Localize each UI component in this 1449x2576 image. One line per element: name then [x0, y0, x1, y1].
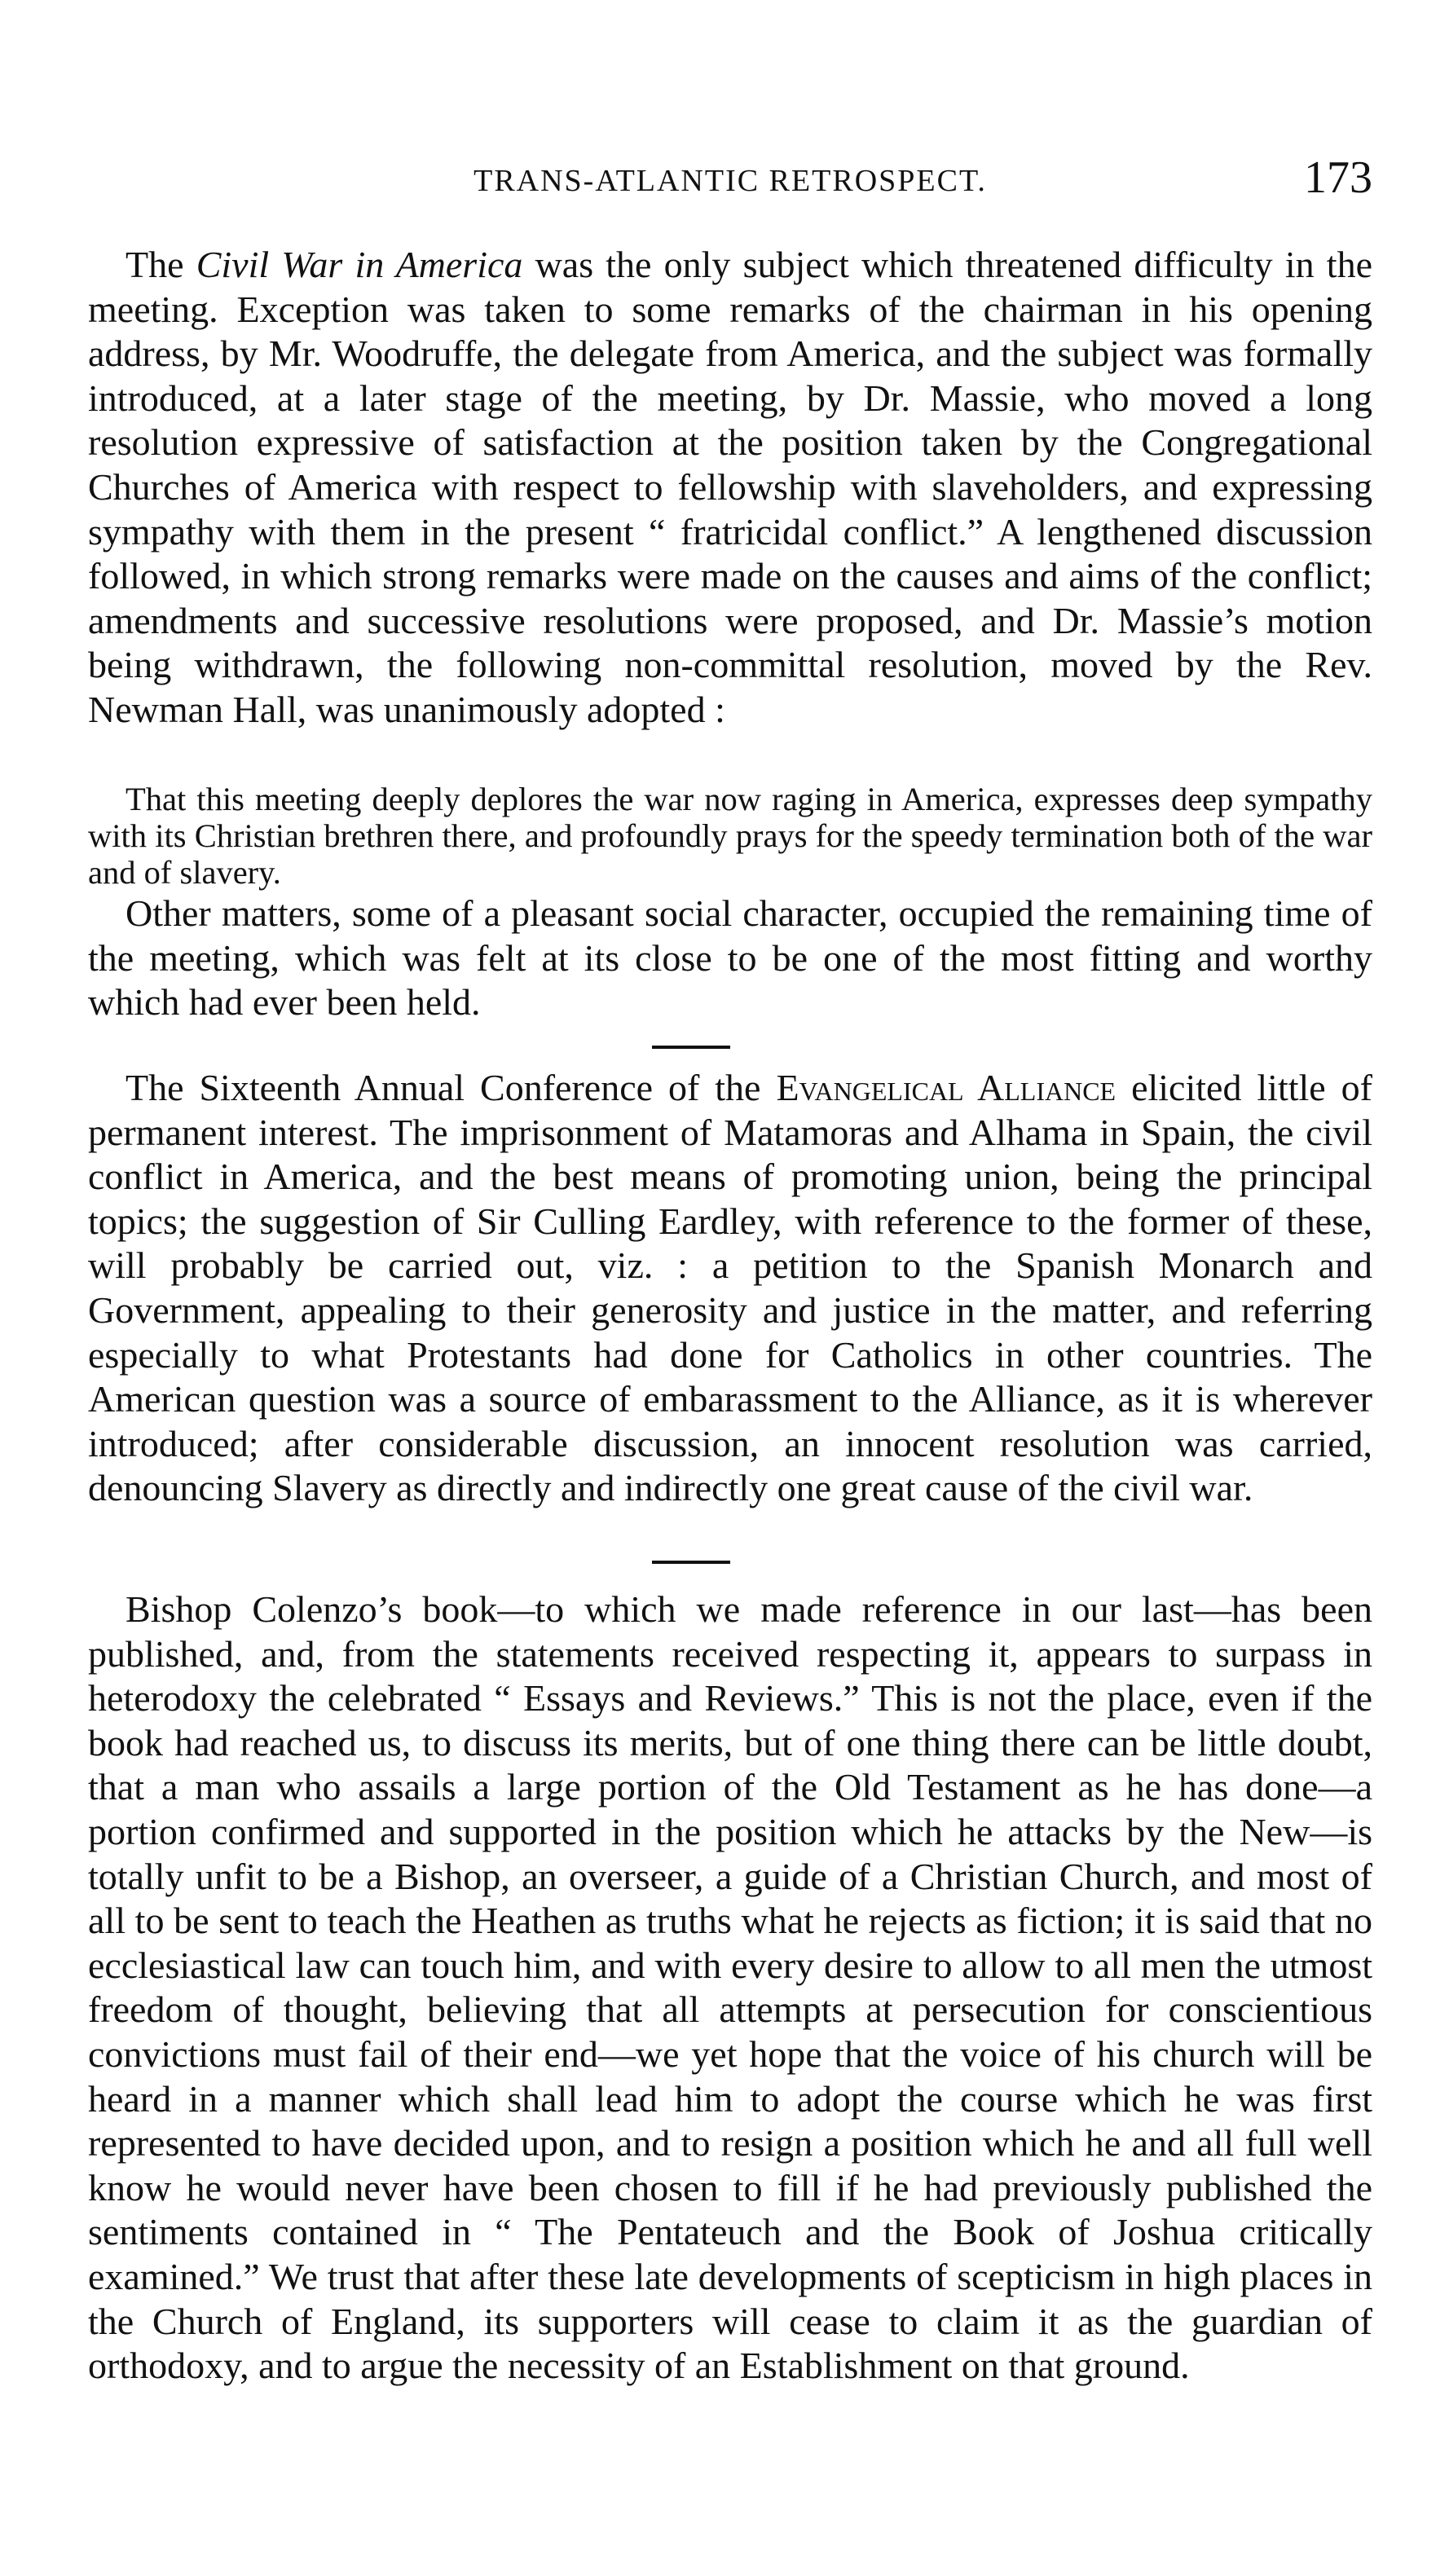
section-other-matters [88, 892, 1372, 1025]
paragraph-other-matters: Other matters, some of a pleasant social character, occupied the remaining time of the meeting, which was felt at its close to be one of the most fitting and worthy which had ever been held. [88, 892, 1372, 1024]
section-colenzo [88, 1587, 1372, 2389]
section-evangelical-alliance [88, 1066, 1372, 1511]
text-run: elicited little of permanent interest. The imprisonment of Matamoras and Alhama in Spain, the civil conflict in America, and the best means of promoting union, being the principal topics; the suggestion of Sir Culling Eardley, with reference to the former of these, will probably be carried out, viz. : a petition to the Spanish Monarch and Government, appealing to their generosity and justice in the matter, and referring especially to what Protestants had done for Catholics in other countries. The American question was a source of embarassment to the Alliance, as it is wherever introduced; after considerable discussion, an innocent resolution was carried, denouncing Slavery as directly and indirectly one great cause of the civil war. [88, 1067, 1373, 1509]
paragraph-evangelical-alliance [88, 1066, 1372, 1511]
running-head [88, 152, 1372, 209]
section-civil-war [88, 243, 1372, 733]
resolution-quote: That this meeting deeply deplores the war now raging in America, expresses deep sympathy with its Christian brethren there, and profoundly prays for the speedy termination both of the war and of slavery. [88, 781, 1372, 891]
text-run: The Sixteenth Annual Conference of the [126, 1067, 777, 1108]
section-divider [652, 1046, 730, 1049]
section-divider [652, 1561, 730, 1564]
text-run: was the only subject which threatened difficulty in the meeting. Exception was taken to some remarks of the chairman in his opening address, by Mr. Woodruffe, the delegate from America, and the subject was formally introduced, at a later stage of the meeting, by Dr. Massie, who moved a long resolution expressive of satisfaction at the position taken by the Congregational Churches of America with respect to fellowship with slaveholders, and expressing sympathy with them in the present “ fratricidal conflict.” A lengthened discussion followed, in which strong remarks were made on the causes and aims of the conflict; amendments and successive resolutions were proposed, and Dr. Massie’s motion being withdrawn, the following non-committal resolution, moved by the Rev. Newman Hall, was unanimously adopted : [88, 244, 1372, 730]
text-run: The [126, 244, 196, 285]
running-title: TRANS-ATLANTIC RETROSPECT. [473, 164, 987, 198]
page-number: 173 [1304, 152, 1372, 203]
paragraph-colenzo: Bishop Colenzo’s book—to which we made reference in our last—has been published, and, from the statements received respecting it, appears to surpass in heterodoxy the celebrated “ Essays and Reviews.” This is not the place, even if the book had reached us, to discuss its merits, but of one thing there can be little doubt, that a man who assails a large portion of the Old Testament as he has done—a portion confirmed and supported in the position which he attacks by the New—is totally unfit to be a Bishop, an overseer, a guide of a Christian Church, and most of all to be sent to teach the Heathen as truths what he rejects as fiction; it is said that no ecclesiastical law can touch him, and with every desire to allow to all men the utmost freedom of thought, believing that all attempts at persecution for conscientious convictions must fail of their end—we yet hope that the voice of his church will be heard in a manner which shall lead him to adopt the course which he was first represented to have decided upon, and to resign a position which he and all full well know he would never have been chosen to fill if he had previously published the sentiments contained in “ The Pentateuch and the Book of Joshua critically examined.” We trust that after these late developments of scepticism in high places in the Church of England, its supporters will cease to claim it as the guardian of orthodoxy, and to argue the necessity of an Establishment on that ground. [88, 1588, 1372, 2387]
italic-title: Civil War in America [196, 244, 523, 285]
paragraph-civil-war [88, 243, 1372, 733]
smallcaps-name: Evangelical Alliance [776, 1067, 1116, 1108]
